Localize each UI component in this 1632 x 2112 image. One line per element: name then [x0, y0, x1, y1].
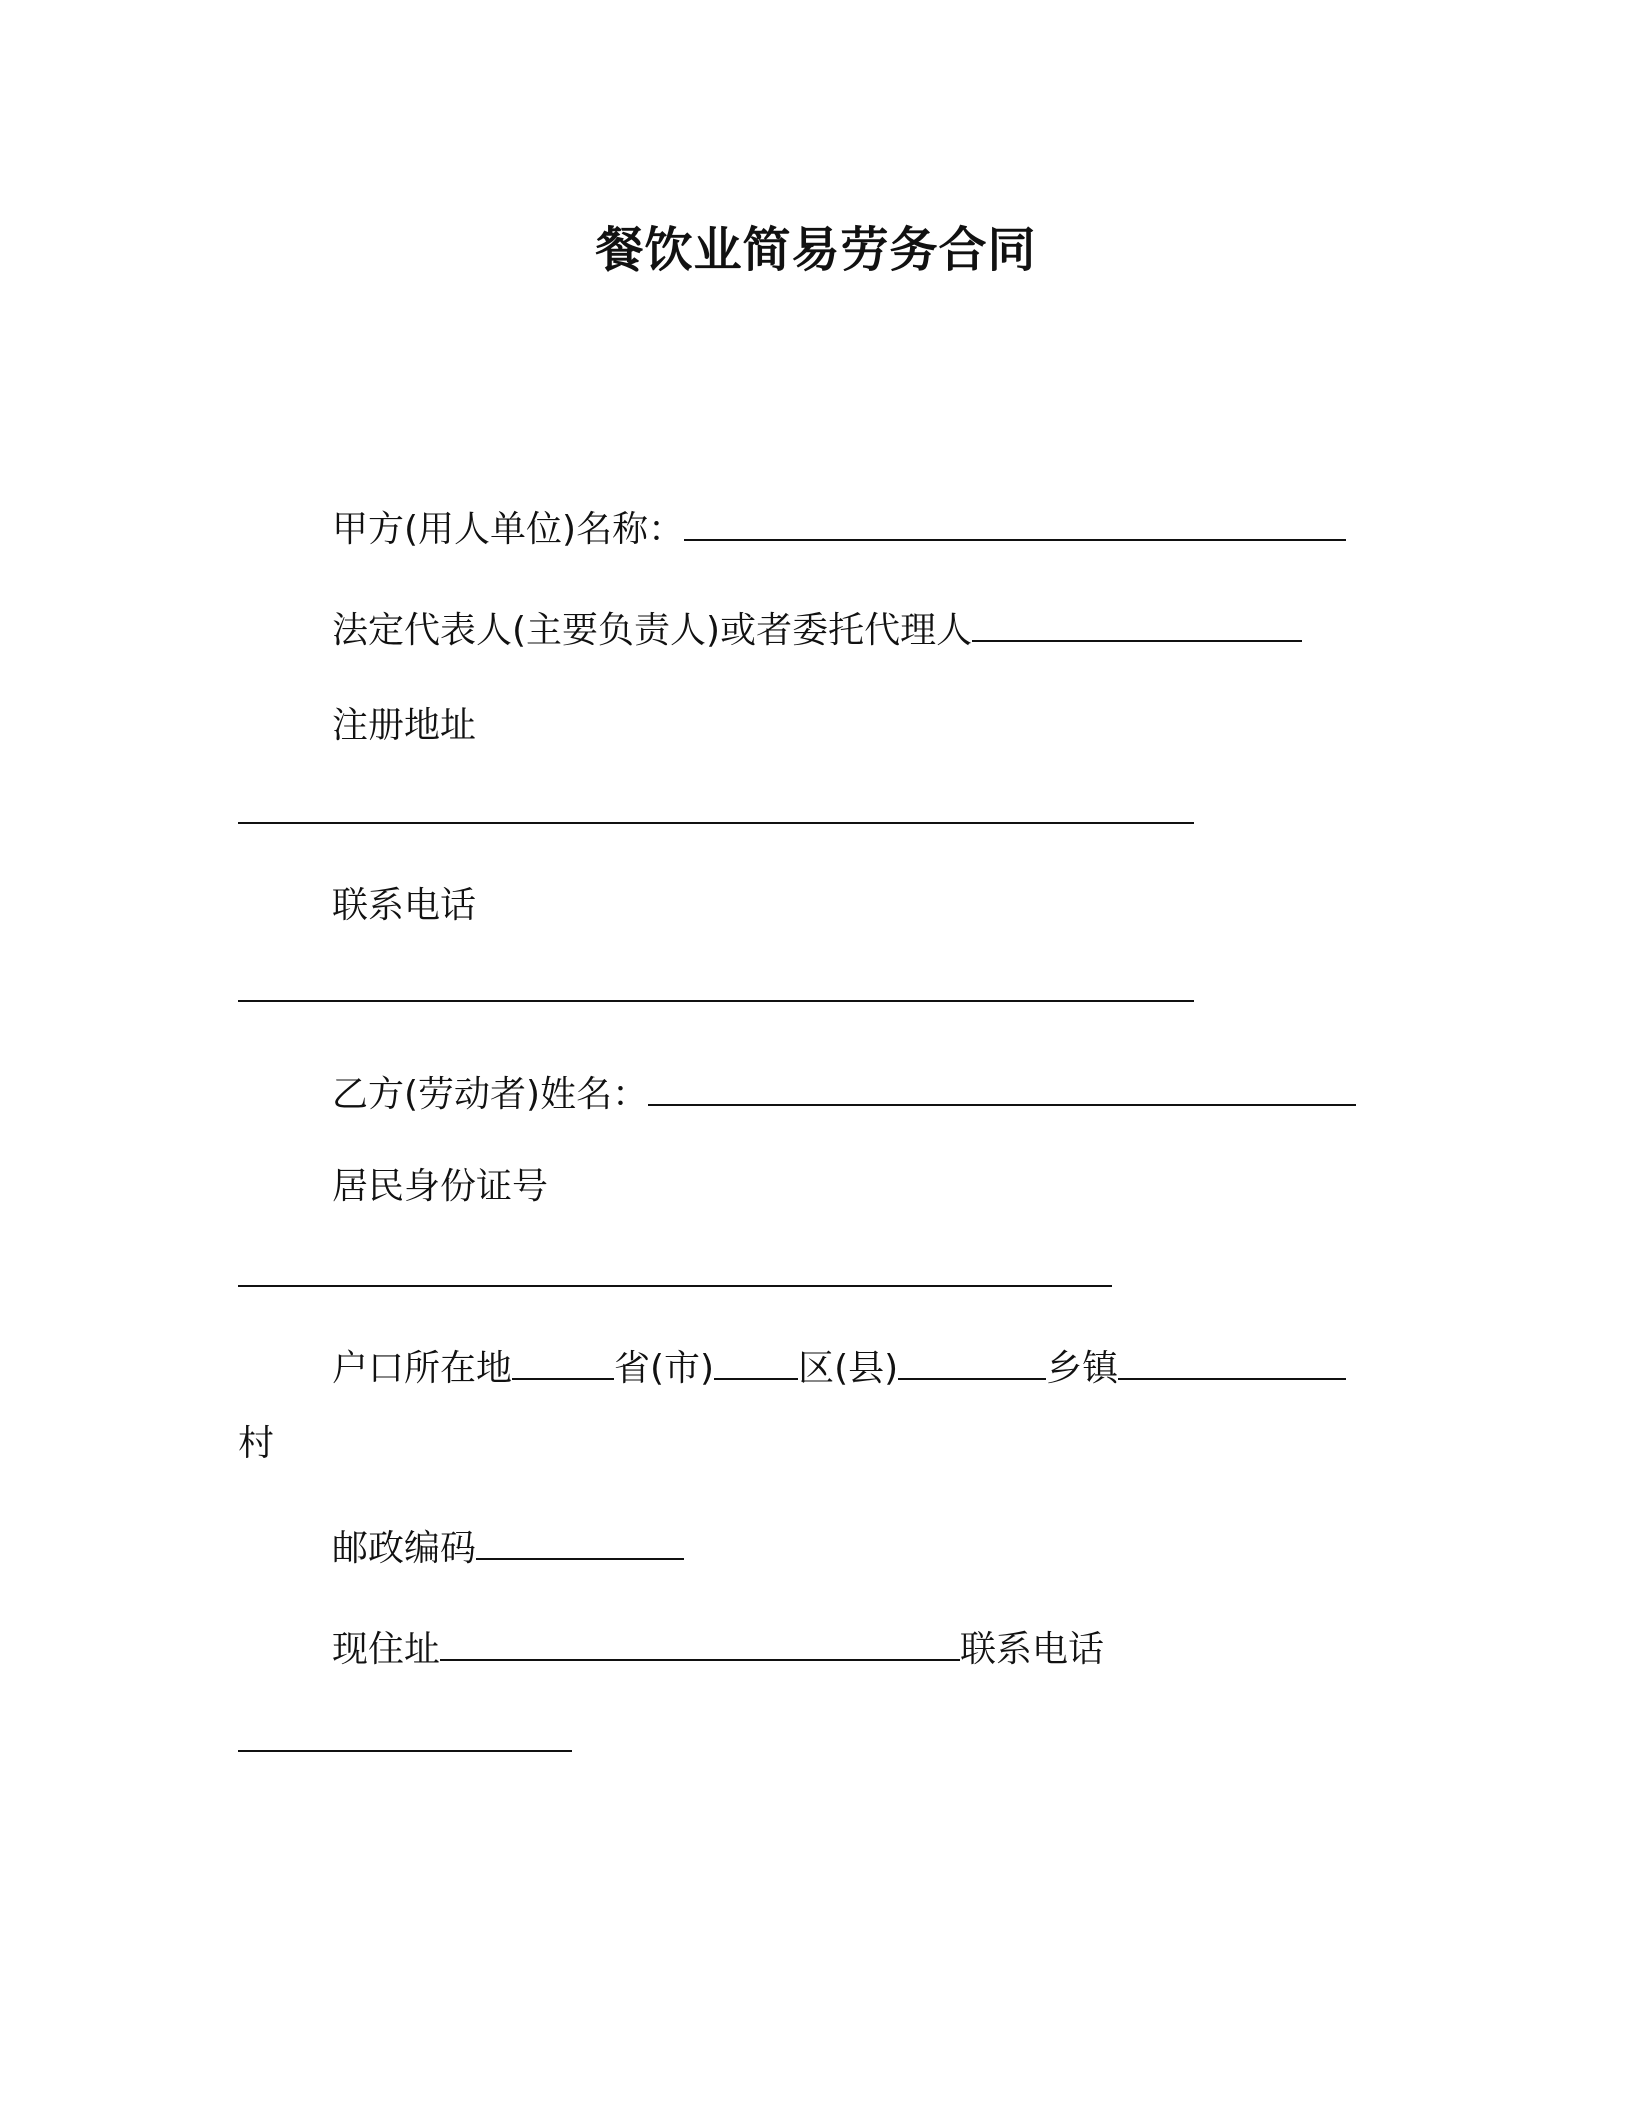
party-a-address-blank[interactable] — [238, 822, 1194, 824]
hukou-town-label: 乡镇 — [1046, 1348, 1119, 1389]
party-b-postcode-blank[interactable] — [476, 1522, 684, 1560]
party-b-postcode-label: 邮政编码 — [332, 1528, 477, 1569]
party-b-name-label: 乙方(劳动者)姓名： — [332, 1074, 649, 1115]
hukou-district-blank[interactable] — [714, 1342, 798, 1380]
party-b-id-blank[interactable] — [238, 1285, 1112, 1287]
party-a-phone-label: 联系电话 — [332, 885, 477, 926]
party-b-current-address-label: 现住址 — [332, 1629, 441, 1670]
party-a-representative-row — [332, 604, 1302, 655]
party-b-hukou-label: 户口所在地 — [332, 1348, 513, 1389]
hukou-province-blank[interactable] — [512, 1342, 614, 1380]
party-a-address-label: 注册地址 — [332, 705, 477, 746]
hukou-district-label: 区(县) — [798, 1348, 899, 1389]
hukou-province-label: 省(市) — [614, 1348, 715, 1389]
party-a-name-label: 甲方(用人单位)名称： — [332, 509, 685, 550]
party-b-name-row — [332, 1068, 1356, 1119]
party-a-name-row — [332, 503, 1346, 554]
party-a-name-blank[interactable] — [684, 503, 1346, 541]
hukou-village-blank[interactable] — [1118, 1342, 1346, 1380]
party-b-phone-blank[interactable] — [238, 1750, 572, 1752]
hukou-town-blank[interactable] — [898, 1342, 1046, 1380]
party-a-representative-label: 法定代表人(主要负责人)或者委托代理人 — [332, 610, 973, 651]
document-title: 餐饮业简易劳务合同 — [595, 222, 1037, 278]
party-b-hukou-row — [332, 1342, 1346, 1393]
party-b-current-address-blank[interactable] — [440, 1623, 960, 1661]
party-b-phone-label: 联系电话 — [960, 1629, 1105, 1670]
party-b-id-label: 居民身份证号 — [332, 1166, 549, 1207]
party-a-phone-blank[interactable] — [238, 1000, 1194, 1002]
party-b-current-address-row — [332, 1623, 1104, 1674]
hukou-village-label: 村 — [238, 1423, 275, 1464]
party-b-name-blank[interactable] — [648, 1068, 1356, 1106]
party-b-postcode-row — [332, 1522, 684, 1573]
party-a-representative-blank[interactable] — [972, 604, 1302, 642]
